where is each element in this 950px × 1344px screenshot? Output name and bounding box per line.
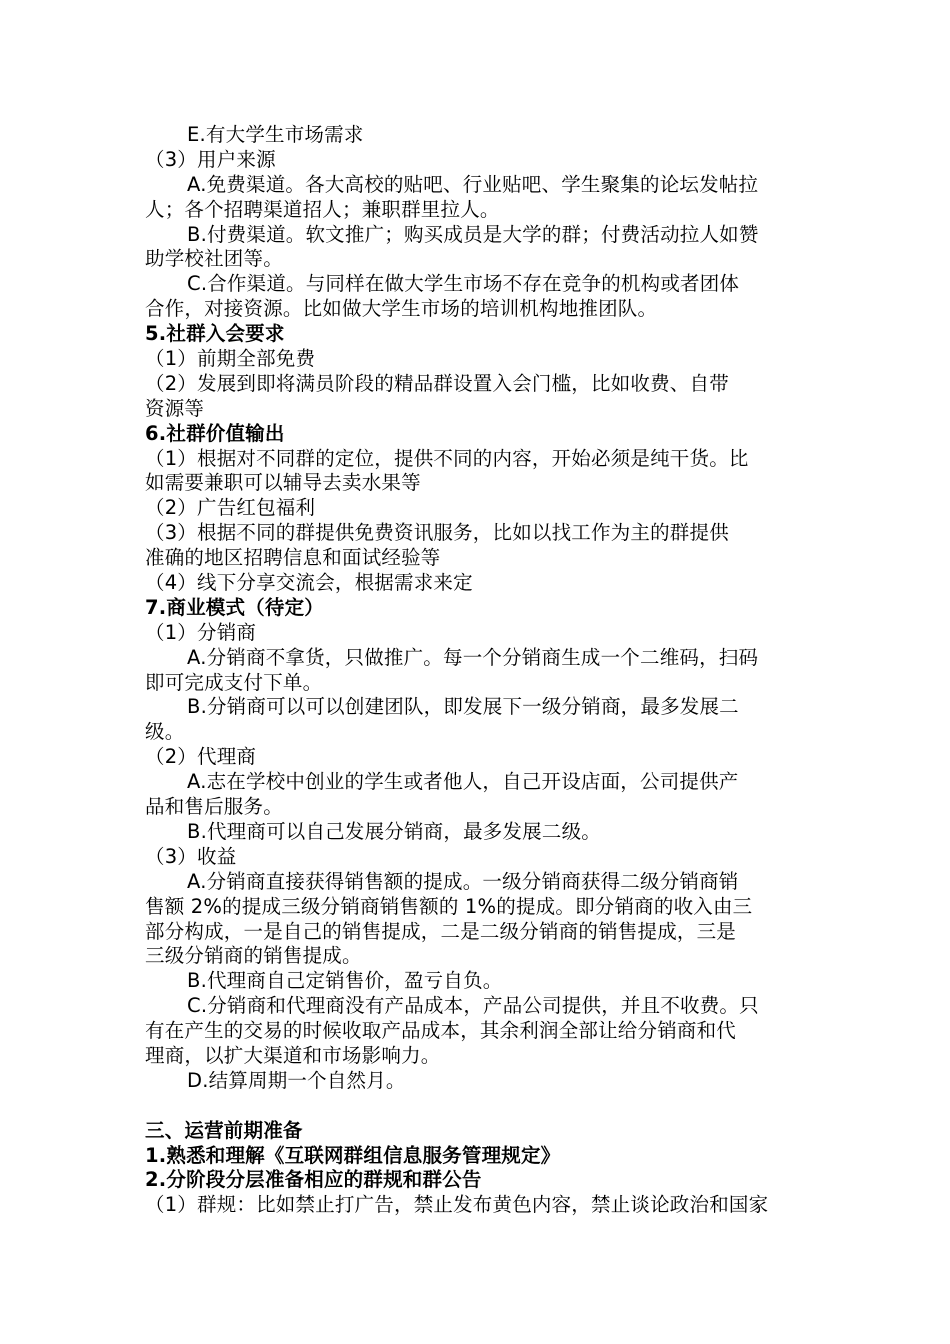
paragraph-line: A.免费渠道。各大高校的贴吧、行业贴吧、学生聚集的论坛发帖拉	[187, 172, 759, 196]
blank-line	[145, 1094, 807, 1119]
paragraph-line: 即可完成支付下单。	[145, 670, 323, 694]
section-heading: 5.社群入会要求	[145, 322, 285, 346]
subsection-heading: （3）用户来源	[145, 147, 276, 171]
list-item: （1）群规：比如禁止打广告，禁止发布黄色内容，禁止谈论政治和国家	[145, 1193, 769, 1217]
paragraph-line: 理商，以扩大渠道和市场影响力。	[145, 1043, 441, 1067]
paragraph-line: 合作，对接资源。比如做大学生市场的培训机构地推团队。	[145, 297, 658, 321]
subsection-heading: （3）收益	[145, 844, 237, 868]
paragraph-line: 准确的地区招聘信息和面试经验等	[145, 546, 441, 570]
list-item: E.有大学生市场需求	[187, 123, 364, 146]
paragraph-line: B.分销商可以可以创建团队，即发展下一级分销商，最多发展二	[187, 695, 739, 719]
subsection-heading: （1）分销商	[145, 620, 257, 644]
section-heading: 1.熟悉和理解《互联网群组信息服务管理规定》	[145, 1143, 561, 1167]
list-item: （2）广告红包福利	[145, 496, 316, 520]
paragraph-line: 有在产生的交易的时候收取产品成本，其余利润全部让给分销商和代	[145, 1019, 737, 1043]
paragraph-line: 人；各个招聘渠道招人；兼职群里拉人。	[145, 197, 500, 221]
paragraph-line: 如需要兼职可以辅导去卖水果等	[145, 471, 421, 495]
paragraph-line: C.合作渠道。与同样在做大学生市场不存在竞争的机构或者团体	[187, 272, 740, 296]
paragraph-line: A.分销商直接获得销售额的提成。一级分销商获得二级分销商销	[187, 869, 739, 893]
list-item: （2）发展到即将满员阶段的精品群设置入会门槛，比如收费、自带	[145, 371, 729, 395]
paragraph-line: 助学校社团等。	[145, 247, 283, 271]
paragraph-line: 品和售后服务。	[145, 795, 283, 819]
subsection-heading: （2）代理商	[145, 745, 257, 769]
document-body	[145, 123, 807, 1218]
paragraph-line: D.结算周期一个自然月。	[187, 1068, 406, 1092]
paragraph-line: 三级分销商的销售提成。	[145, 944, 362, 968]
paragraph-line: 售额 2%的提成三级分销商销售额的 1%的提成。即分销商的收入由三	[145, 894, 753, 918]
paragraph-line: B.代理商自己定销售价，盈亏自负。	[187, 969, 503, 993]
paragraph-line: C.分销商和代理商没有产品成本，产品公司提供，并且不收费。只	[187, 994, 759, 1018]
paragraph-line: B.付费渠道。软文推广；购买成员是大学的群；付费活动拉人如赞	[187, 222, 759, 246]
section-heading: 6.社群价值输出	[145, 421, 285, 445]
list-item: （4）线下分享交流会，根据需求来定	[145, 571, 473, 595]
paragraph-line: 资源等	[145, 396, 205, 420]
list-item: （1）根据对不同群的定位，提供不同的内容，开始必须是纯干货。比	[145, 446, 749, 470]
list-item: （1）前期全部免费	[145, 347, 316, 371]
paragraph-line: A.志在学校中创业的学生或者他人，自己开设店面，公司提供产	[187, 770, 739, 794]
section-heading: 7.商业模式（待定）	[145, 595, 324, 619]
paragraph-line: A.分销商不拿货，只做推广。每一个分销商生成一个二维码，扫码	[187, 645, 759, 669]
chapter-heading: 三、运营前期准备	[145, 1118, 303, 1142]
section-heading: 2.分阶段分层准备相应的群规和群公告	[145, 1168, 482, 1192]
paragraph-line: 级。	[145, 720, 185, 744]
paragraph-line: 部分构成，一是自己的销售提成，二是二级分销商的销售提成，三是	[145, 919, 737, 943]
list-item: （3）根据不同的群提供免费资讯服务，比如以找工作为主的群提供	[145, 521, 729, 545]
paragraph-line: B.代理商可以自己发展分销商，最多发展二级。	[187, 819, 601, 843]
